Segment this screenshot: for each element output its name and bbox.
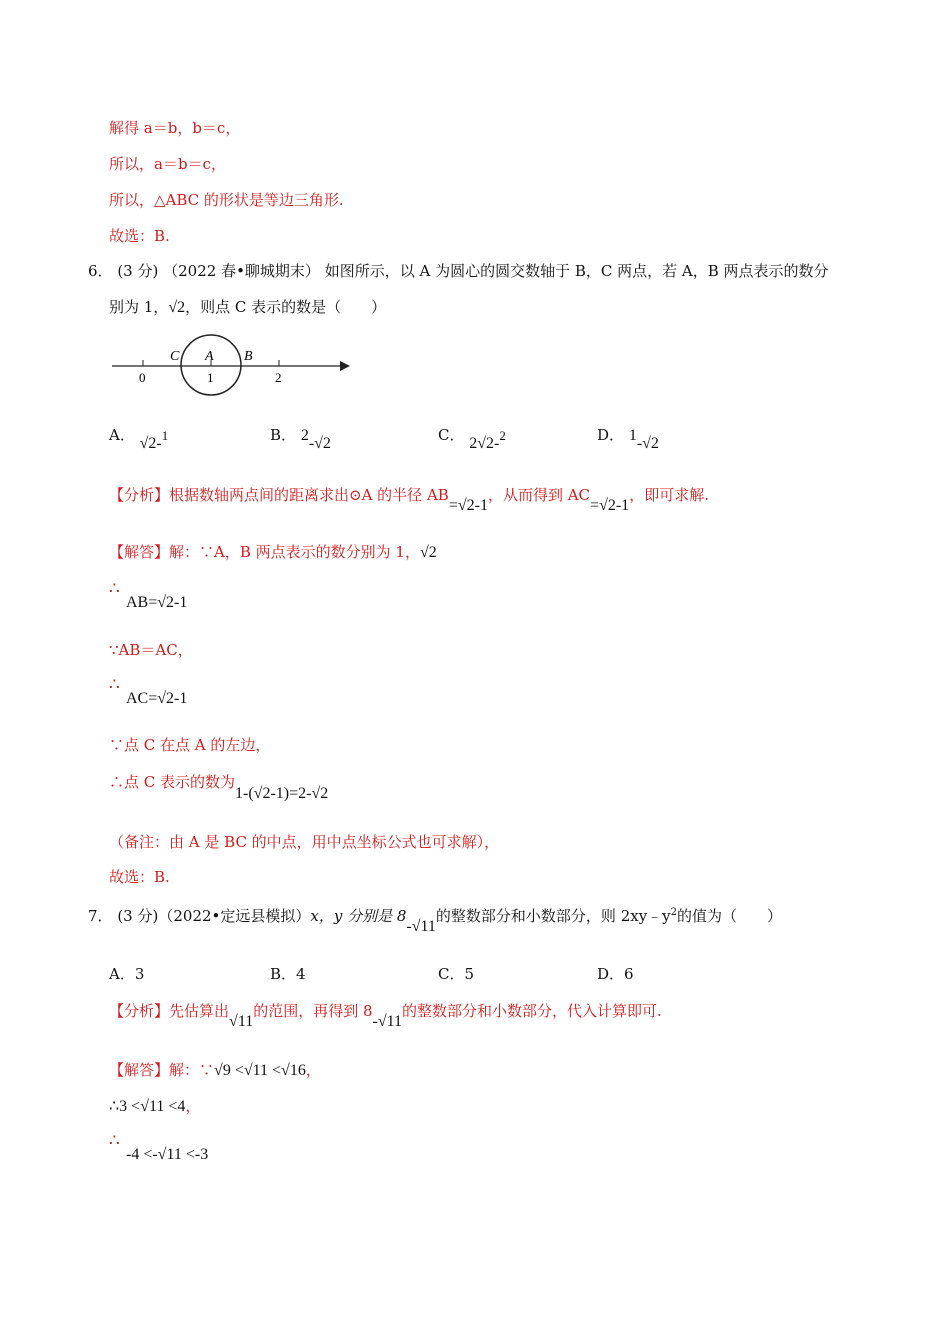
- q6-analysis-text-1: 根据数轴两点间的距离求出⊙A 的半径 AB: [169, 486, 449, 504]
- q7-answer-comma-1: ，: [305, 1061, 321, 1079]
- q7-stem-root: -√11: [406, 918, 436, 935]
- q7-stem-text-1: x，y 分别是 8: [310, 907, 407, 925]
- tick-label-0: 0: [139, 370, 146, 385]
- q7-answer-therefore: ∴: [109, 1131, 120, 1151]
- q6-analysis-tag: 【分析】: [109, 486, 170, 504]
- prev-solution-line-2: 所以，a＝b＝c，: [109, 155, 226, 173]
- q6-answer-eq-6: 1-(√2-1)=2-√2: [235, 785, 329, 802]
- prev-solution-choice: 故选：B.: [109, 227, 170, 245]
- q7-score: (3 分): [117, 907, 159, 925]
- q6-answer-text-1: 解：∵A，B 两点表示的数分别为 1，: [169, 543, 420, 561]
- q7-option-d[interactable]: [597, 964, 634, 984]
- q7-stem: [88, 903, 783, 935]
- q6-analysis: [109, 485, 709, 514]
- q7-answer-line-1: [109, 1060, 321, 1081]
- q6-answer-line-3: ∵AB＝AC，: [109, 641, 193, 659]
- q7-answer-tag: 【解答】: [109, 1061, 170, 1079]
- q6-option-c-expr: 2√2-: [469, 435, 500, 452]
- number-line-arrow: [340, 361, 350, 371]
- q6-answer-therefore-2: ∴: [109, 675, 120, 695]
- q6-option-b[interactable]: [270, 425, 331, 452]
- q7-stem-text-2: 的整数部分和小数部分，则 2xy﹣y: [435, 907, 671, 925]
- tick-label-1: 1: [207, 370, 214, 385]
- q6-answer-note: （备注：由 A 是 BC 的中点，用中点坐标公式也可求解），: [109, 833, 500, 851]
- q7-analysis-text-3: 的整数部分和小数部分，代入计算即可.: [402, 1002, 662, 1020]
- q7-option-b-text: 4: [296, 965, 306, 983]
- q6-option-c-expr-2: 2: [499, 428, 506, 443]
- q7-option-c-letter: C．: [438, 965, 465, 983]
- q7-analysis-root-2: -√11: [372, 1013, 403, 1030]
- q6-option-a-expr-2: 1: [161, 428, 169, 443]
- q6-option-a-letter: A．: [109, 426, 135, 444]
- q7-answer-eq-2: ∴3 <√11 <4: [109, 1098, 186, 1115]
- q6-analysis-eq-1: =√2-1: [448, 497, 488, 514]
- q7-stem-text-3: 的值为（ ）: [677, 907, 783, 925]
- q7-stem-sup: 2: [670, 907, 678, 918]
- q7-analysis-text-1: 先估算出: [169, 1002, 230, 1020]
- prev-solution-line-1: 解得 a＝b，b＝c，: [109, 119, 241, 137]
- q7-answer-text-1: 解：∵: [169, 1061, 215, 1079]
- q6-option-d-expr-2: -√2: [636, 435, 659, 452]
- q7-option-d-text: 6: [624, 965, 634, 983]
- q6-answer-text-6: ∴点 C 表示的数为: [109, 773, 236, 791]
- q7-source: （2022•定远县模拟）: [158, 907, 311, 925]
- q6-analysis-eq-2: =√2-1: [590, 497, 630, 514]
- q6-answer-root-1: √2: [419, 544, 437, 561]
- q6-option-d-letter: D．: [597, 426, 625, 444]
- q6-source: （2022 春•聊城期末）: [163, 262, 320, 280]
- q7-option-d-letter: D．: [597, 965, 625, 983]
- q7-option-b-letter: B．: [270, 965, 297, 983]
- q7-option-a-letter: A．: [109, 965, 135, 983]
- q7-answer-line-3: -4 <-√11 <-3: [126, 1146, 209, 1163]
- q6-option-c[interactable]: [438, 425, 506, 452]
- q6-stem-root: √2: [168, 299, 186, 316]
- q6-stem-text: 如图所示，以 A 为圆心的圆交数轴于 B，C 两点，若 A，B 两点表示的数分: [324, 262, 829, 280]
- number-line-figure: [108, 330, 353, 400]
- q7-answer-comma-2: ，: [185, 1097, 201, 1115]
- q6-option-d[interactable]: [597, 425, 659, 452]
- q6-number: 6．: [88, 262, 113, 280]
- q6-option-b-expr: 2: [300, 427, 309, 444]
- q6-option-a[interactable]: [109, 425, 169, 452]
- q7-option-c-text: 5: [464, 965, 475, 983]
- q6-option-a-expr: √2-: [139, 435, 162, 452]
- q7-answer-eq-1: √9 <√11 <√16: [214, 1062, 306, 1079]
- q6-answer-line-4: AC=√2-1: [126, 690, 188, 707]
- label-a: A: [205, 349, 214, 364]
- q6-stem-line-1: [88, 261, 829, 281]
- q7-option-c[interactable]: [438, 964, 474, 984]
- q7-analysis-tag: 【分析】: [109, 1002, 170, 1020]
- label-c: C: [170, 349, 180, 364]
- q7-option-b[interactable]: [270, 964, 306, 984]
- q6-stem-given: 别为 1，: [109, 298, 169, 316]
- q6-score: (3 分): [117, 262, 159, 280]
- q6-answer-final: 故选：B.: [109, 868, 170, 886]
- q6-option-d-expr: 1: [628, 427, 637, 444]
- label-b: B: [244, 349, 253, 364]
- q7-option-a-text: 3: [134, 965, 145, 983]
- q7-analysis: [109, 1001, 662, 1030]
- tick-label-2: 2: [275, 370, 282, 385]
- prev-solution-line-3: 所以，△ABC 的形状是等边三角形.: [109, 191, 344, 209]
- q6-analysis-text-2: ，从而得到 AC: [487, 486, 591, 504]
- q7-analysis-text-2: 的范围，再得到 8: [253, 1002, 373, 1020]
- q6-answer-line-2: AB=√2-1: [126, 594, 188, 611]
- q6-option-c-letter: C．: [438, 426, 465, 444]
- q7-analysis-root: √11: [229, 1013, 254, 1030]
- q6-stem-question: ，则点 C 表示的数是（ ）: [185, 298, 387, 316]
- q6-analysis-text-3: ，即可求解.: [629, 486, 709, 504]
- q6-option-b-expr-2: -√2: [308, 435, 331, 452]
- q6-stem-line-2: [109, 297, 386, 318]
- q6-answer-therefore-1: ∴: [109, 579, 120, 599]
- q6-answer-line-6: [109, 772, 329, 802]
- q7-answer-line-2: [109, 1096, 200, 1117]
- q6-answer-line-5: ∵点 C 在点 A 的左边，: [109, 736, 271, 754]
- q6-option-b-letter: B．: [270, 426, 297, 444]
- q7-number: 7．: [88, 907, 113, 925]
- q7-option-a[interactable]: [109, 964, 144, 984]
- q6-answer-line-1: [109, 542, 437, 563]
- q6-answer-tag: 【解答】: [109, 543, 170, 561]
